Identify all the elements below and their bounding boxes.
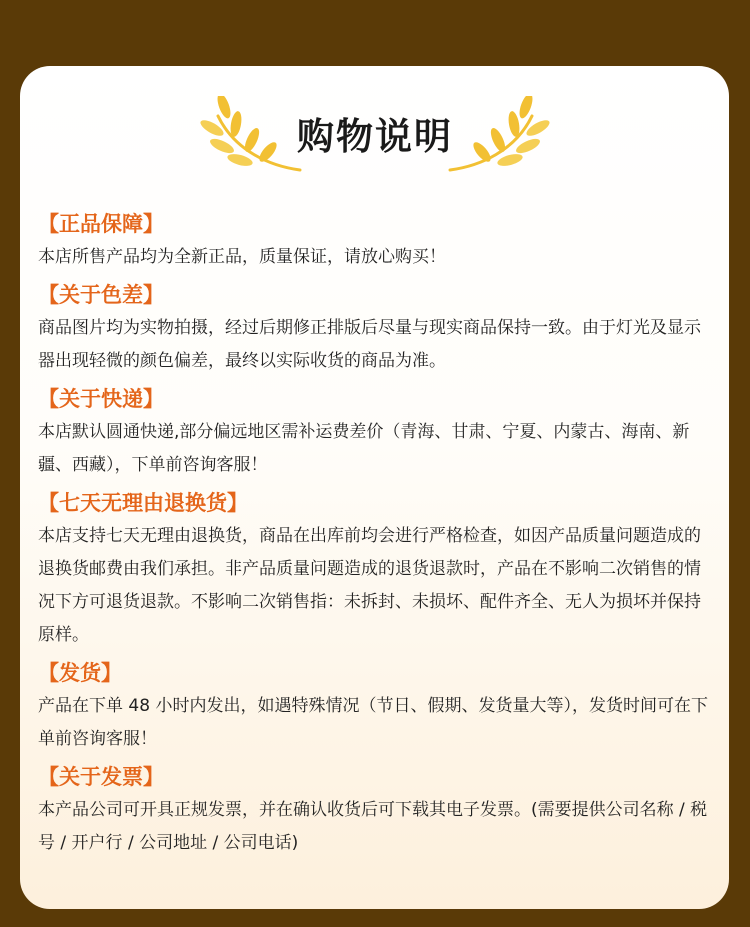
section-authenticity: [38, 207, 708, 274]
title-banner: [0, 96, 750, 176]
section-title: 【关于快递】: [38, 387, 164, 411]
section-body: 产品在下单 48 小时内发出，如遇特殊情况（节日、假期、发货量大等），发货时间可在下单前咨询客服！: [38, 696, 708, 749]
section-title: 【发货】: [38, 661, 122, 685]
section-shipping: [38, 656, 708, 756]
section-invoice: [38, 760, 708, 860]
page-title: 购物说明: [297, 115, 453, 158]
section-title: 【七天无理由退换货】: [38, 491, 248, 515]
section-body: 本店支持七天无理由退换货，商品在出库前均会进行严格检查，如因产品质量问题造成的退换货邮费由我们承担。非产品质量问题造成的退货退款时，产品在不影响二次销售的情况下方可退货退款。不影响二次销售指：未拆封、未损坏、配件齐全、无人为损坏并保持原样。: [38, 526, 701, 645]
section-color-difference: [38, 278, 708, 378]
section-title: 【正品保障】: [38, 212, 164, 236]
section-title: 【关于色差】: [38, 283, 164, 307]
section-body: 本店默认圆通快递,部分偏远地区需补运费差价（青海、甘肃、宁夏、内蒙古、海南、新疆、西藏），下单前咨询客服！: [38, 422, 690, 475]
section-body: 本产品公司可开具正规发票，并在确认收货后可下载其电子发票。(需要提供公司名称 / 税号 / 开户行 / 公司地址 / 公司电话): [38, 800, 708, 853]
section-returns: [38, 486, 708, 652]
wheat-wreath-right-icon: [440, 96, 550, 176]
section-delivery: [38, 382, 708, 482]
section-title: 【关于发票】: [38, 765, 164, 789]
section-body: 商品图片均为实物拍摄，经过后期修正排版后尽量与现实商品保持一致。由于灯光及显示器出现轻微的颜色偏差，最终以实际收货的商品为准。: [38, 318, 701, 371]
info-content: [38, 207, 708, 864]
section-body: 本店所售产品均为全新正品，质量保证，请放心购买！: [38, 247, 446, 267]
